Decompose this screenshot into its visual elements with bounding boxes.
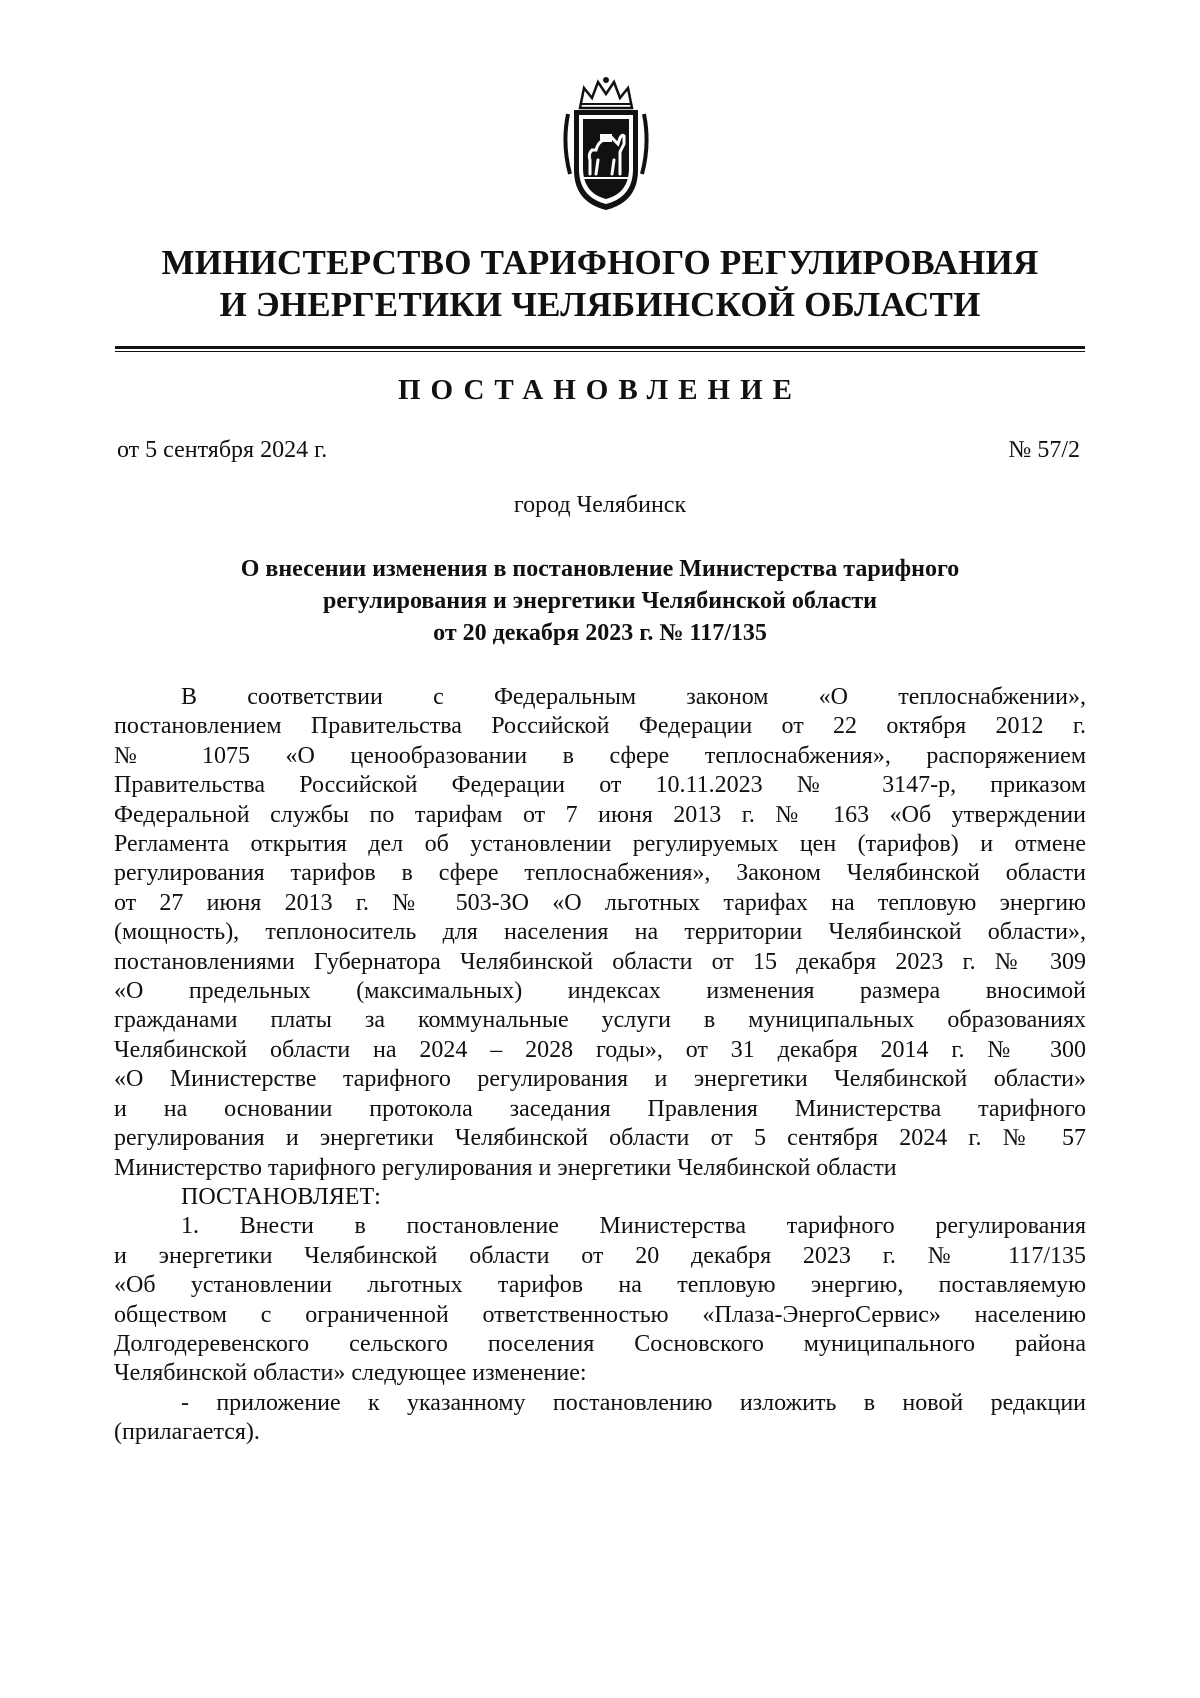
- document-type-title: ПОСТАНОВЛЕНИЕ: [397, 374, 802, 406]
- text-line: регулирования и энергетики Челябинской области от 5 сентября 2024 г. № 57: [114, 1125, 1086, 1152]
- subject-line-3: от 20 декабря 2023 г. № 117/135: [433, 620, 767, 646]
- ministry-name-line-1: МИНИСТЕРСТВО ТАРИФНОГО РЕГУЛИРОВАНИЯ: [161, 243, 1039, 282]
- text-line: - приложение к указанному постановлению изложить в новой редакции: [181, 1389, 1086, 1416]
- text-line: (мощность), теплоноситель для населения на территории Челябинской области»,: [114, 919, 1086, 946]
- text-line: Регламента открытия дел об установлении регулируемых цен (тарифов) и отмене: [114, 831, 1086, 858]
- document-date: от 5 сентября 2024 г.: [117, 437, 328, 463]
- header-divider-thick: [115, 346, 1085, 349]
- text-line: и на основании протокола заседания Правления Министерства тарифного: [114, 1095, 1086, 1122]
- coat-of-arms-icon: [560, 74, 652, 214]
- text-line: Федеральной службы по тарифам от 7 июня 2013 г. № 163 «Об утверждении: [114, 801, 1086, 828]
- text-line: постановлением Правительства Российской Федерации от 22 октября 2012 г.: [114, 713, 1086, 740]
- text-line: регулирования тарифов в сфере теплоснабжения», Законом Челябинской области: [114, 860, 1086, 887]
- text-line: В соответствии с Федеральным законом «О теплоснабжении»,: [181, 684, 1086, 710]
- chelyabinsk-coat-of-arms-emblem: [560, 74, 652, 214]
- text-line: и энергетики Челябинской области от 20 декабря 2023 г. № 117/135: [114, 1242, 1086, 1269]
- text-line: «Об установлении льготных тарифов на тепловую энергию, поставляемую: [114, 1272, 1086, 1299]
- text-line: № 1075 «О ценообразовании в сфере теплоснабжения», распоряжением: [114, 742, 1086, 769]
- text-line: «О Министерстве тарифного регулирования и энергетики Челябинской области»: [114, 1066, 1086, 1093]
- resolves-label: ПОСТАНОВЛЯЕТ:: [181, 1183, 381, 1210]
- resolves-paragraph: [114, 1183, 1086, 1212]
- text-line: Министерство тарифного регулирования и энергетики Челябинской области: [114, 1154, 897, 1181]
- text-line: 1. Внести в постановление Министерства тарифного регулирования: [181, 1213, 1086, 1240]
- text-line: Долгодеревенского сельского поселения Сосновского муниципального района: [114, 1330, 1086, 1357]
- preamble-paragraph: [114, 683, 1086, 1183]
- subject-line-2: регулирования и энергетики Челябинской области: [323, 588, 877, 614]
- text-line: от 27 июня 2013 г. № 503-ЗО «О льготных тарифах на тепловую энергию: [114, 889, 1086, 916]
- document-city: город Челябинск: [513, 492, 687, 518]
- item-1-subitem-paragraph: [114, 1389, 1086, 1448]
- subject-line-1: О внесении изменения в постановление Министерства тарифного: [240, 556, 960, 582]
- document-body: [114, 683, 1086, 1448]
- text-line: (прилагается).: [114, 1419, 260, 1446]
- text-line: Правительства Российской Федерации от 10.11.2023 № 3147-р, приказом: [114, 772, 1086, 799]
- text-line: гражданами платы за коммунальные услуги в муниципальных образованиях: [114, 1007, 1086, 1034]
- ministry-name: [110, 242, 1090, 326]
- document-number: № 57/2: [1008, 437, 1080, 463]
- ministry-name-line-2: И ЭНЕРГЕТИКИ ЧЕЛЯБИНСКОЙ ОБЛАСТИ: [219, 285, 981, 324]
- header-divider-thin: [115, 351, 1085, 352]
- text-line: обществом с ограниченной ответственностью «Плаза-ЭнергоСервис» населению: [114, 1301, 1086, 1328]
- item-1-paragraph: [114, 1212, 1086, 1388]
- text-line: «О предельных (максимальных) индексах изменения размера вносимой: [114, 978, 1086, 1005]
- text-line: Челябинской области на 2024 – 2028 годы», от 31 декабря 2014 г. № 300: [114, 1036, 1086, 1063]
- document-subject: [140, 553, 1060, 649]
- text-line: постановлениями Губернатора Челябинской области от 15 декабря 2023 г. № 309: [114, 948, 1086, 975]
- text-line: Челябинской области» следующее изменение:: [114, 1360, 587, 1387]
